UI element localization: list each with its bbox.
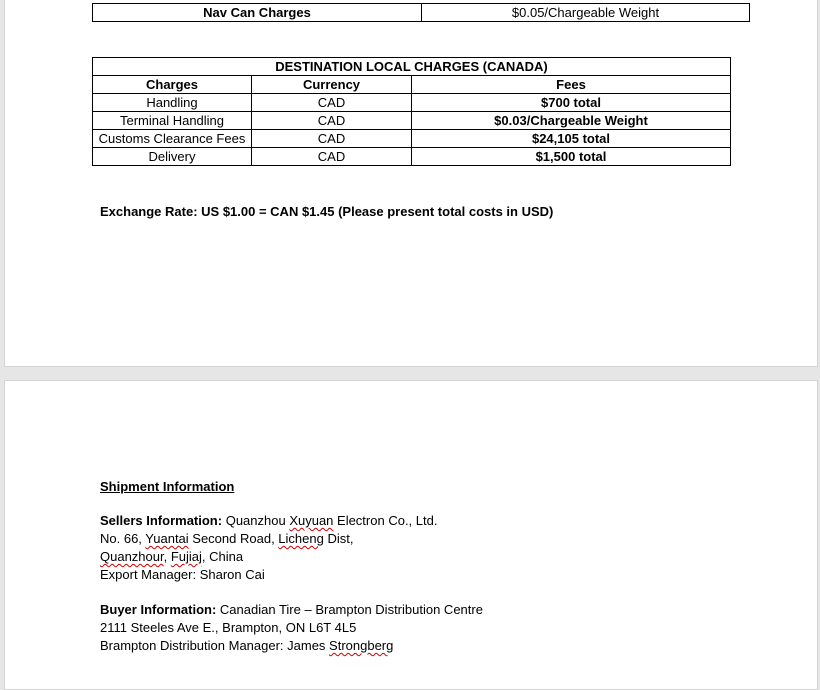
buyer-manager (100, 637, 393, 655)
table-row (93, 4, 750, 22)
table-header-row (93, 76, 731, 94)
seller-name-post: Electron Co., Ltd. (333, 513, 438, 528)
table-row (93, 112, 731, 130)
seller-address-line-2 (100, 548, 243, 566)
header-charges: Charges (93, 76, 252, 94)
destination-charges-table (92, 57, 731, 166)
charge-cell: Delivery (93, 148, 252, 166)
spellcheck-word[interactable]: Yuantai (145, 531, 189, 546)
table-row (93, 130, 731, 148)
nav-can-table (92, 3, 750, 22)
currency-cell: CAD (252, 148, 412, 166)
seller-address-line-1 (100, 530, 353, 548)
exchange-rate-note: Exchange Rate: US $1.00 = CAN $1.45 (Please present total costs in USD) (100, 204, 554, 219)
seller-manager: Export Manager: Sharon Cai (100, 567, 265, 582)
fee-cell: $24,105 total (412, 130, 731, 148)
fee-cell: $0.03/Chargeable Weight (412, 112, 731, 130)
document-page-2 (4, 380, 818, 690)
spellcheck-word[interactable]: Fujiaj (170, 549, 202, 564)
table-row (93, 94, 731, 112)
table-title-row (93, 58, 731, 76)
seller-label: Sellers Information: (100, 513, 223, 528)
seller-name-line (100, 512, 437, 530)
buyer-name-line (100, 601, 483, 619)
address-text: , (163, 549, 171, 564)
buyer-address: 2111 Steeles Ave E., Brampton, ON L6T 4L5 (100, 620, 357, 635)
buyer-name: Canadian Tire – Brampton Distribution Centre (219, 602, 483, 617)
fee-cell: $700 total (412, 94, 731, 112)
address-text: , China (201, 549, 244, 564)
address-text: Second Road, (188, 531, 279, 546)
address-text: No. 66, (100, 531, 146, 546)
currency-cell: CAD (252, 130, 412, 148)
fee-cell: $1,500 total (412, 148, 731, 166)
document-page-1 (4, 0, 818, 367)
table-row (93, 148, 731, 166)
header-currency: Currency (252, 76, 412, 94)
charge-cell: Handling (93, 94, 252, 112)
buyer-label: Buyer Information: (100, 602, 217, 617)
shipment-heading: Shipment Information (100, 479, 235, 494)
nav-can-label: Nav Can Charges (93, 4, 422, 22)
address-text: Dist, (323, 531, 354, 546)
buyer-manager-pre: Brampton Distribution Manager: James (100, 638, 330, 653)
currency-cell: CAD (252, 112, 412, 130)
nav-can-value: $0.05/Chargeable Weight (422, 4, 750, 22)
spellcheck-word[interactable]: Quanzhour (100, 549, 164, 564)
spellcheck-word[interactable]: Licheng (278, 531, 324, 546)
charge-cell: Terminal Handling (93, 112, 252, 130)
spellcheck-word[interactable]: Xuyuan (289, 513, 334, 528)
header-fees: Fees (412, 76, 731, 94)
table-title: DESTINATION LOCAL CHARGES (CANADA) (93, 58, 731, 76)
currency-cell: CAD (252, 94, 412, 112)
spellcheck-word[interactable]: Strongberg (329, 638, 394, 653)
charge-cell: Customs Clearance Fees (93, 130, 252, 148)
seller-name-pre: Quanzhou (225, 513, 290, 528)
